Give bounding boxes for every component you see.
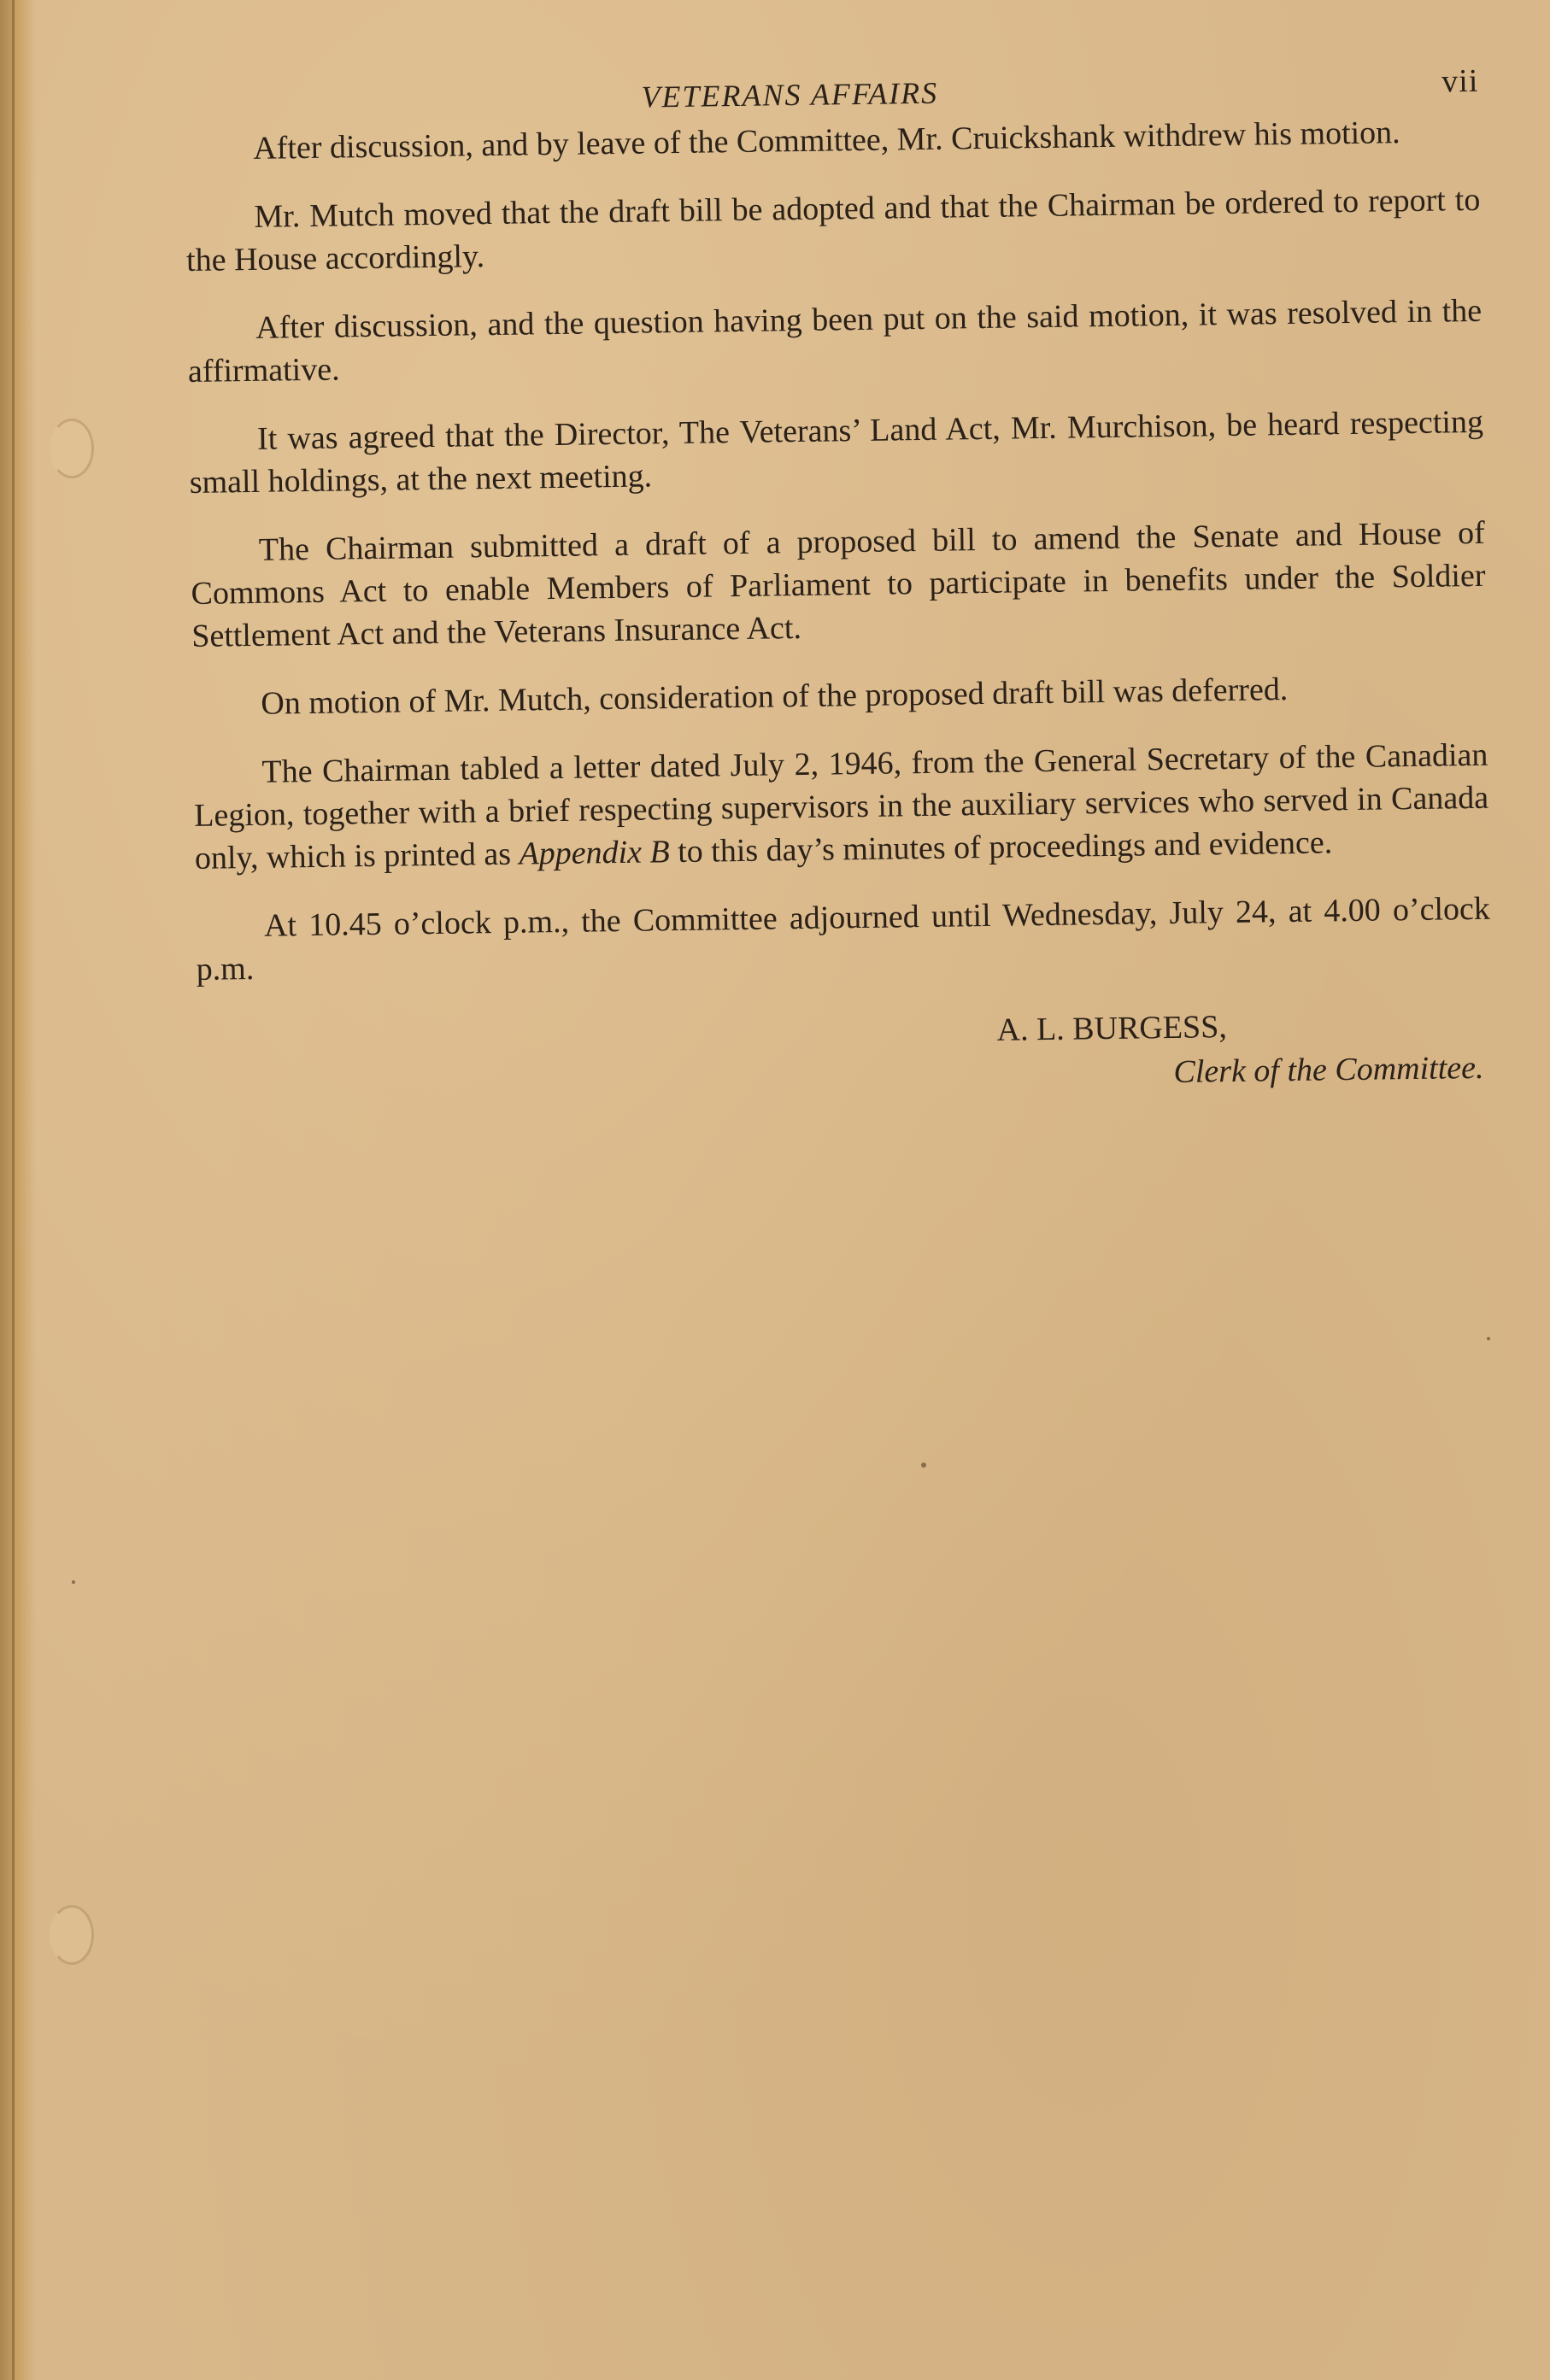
paragraph: After discussion, and the question having been put on the said motion, it was resolved in the affirmative.: [187, 292, 1482, 390]
paragraph-text: The Chairman tabled a letter dated July 2, 1946, from the General Secretary of the Canadian Legion, together with a brief respecting supervisors in the auxiliary services who served in Canada only, which is printed as: [193, 736, 1489, 876]
binding-line: [12, 0, 15, 2380]
running-title: VETERANS AFFAIRS: [641, 75, 939, 114]
paper-speck: [1487, 1337, 1490, 1340]
signature-block: [197, 1002, 1493, 1109]
document-page: [184, 50, 1493, 1109]
punch-hole: [50, 419, 94, 478]
paper-speck: [72, 1580, 75, 1584]
paragraph: After discussion, and by leave of the Committee, Mr. Cruickshank withdrew his motion.: [253, 114, 1400, 167]
signatory-title: Clerk of the Committee.: [1173, 1049, 1484, 1090]
paragraph: At 10.45 o’clock p.m., the Committee adjourned until Wednesday, July 24, at 4.00 o’clock p.m.: [196, 890, 1491, 988]
binding-edge: [0, 0, 36, 2380]
appendix-reference: Appendix B: [519, 834, 670, 872]
paragraph: The Chairman submitted a draft of a proposed bill to amend the Senate and House of Commons Act to enable Members of Parliament to participate in benefits under the Soldier Settlement Act and the Veterans Insurance Act.: [191, 514, 1486, 654]
paragraph: On motion of Mr. Mutch, consideration of the proposed draft bill was deferred.: [261, 671, 1289, 722]
signatory-name: A. L. BURGESS,: [996, 1009, 1228, 1048]
paragraph: [193, 734, 1489, 880]
paragraph: Mr. Mutch moved that the draft bill be adopted and that the Chairman be ordered to report to the House accordingly.: [185, 181, 1481, 278]
page-number: vii: [1441, 62, 1479, 100]
punch-hole: [50, 1905, 94, 1965]
paper-speck: [921, 1463, 926, 1468]
paragraph: It was agreed that the Director, The Veterans’ Land Act, Mr. Murchison, be heard respecting small holdings, at the next meeting.: [189, 403, 1484, 501]
paragraph-text: to this day’s minutes of proceedings and evidence.: [669, 824, 1333, 871]
